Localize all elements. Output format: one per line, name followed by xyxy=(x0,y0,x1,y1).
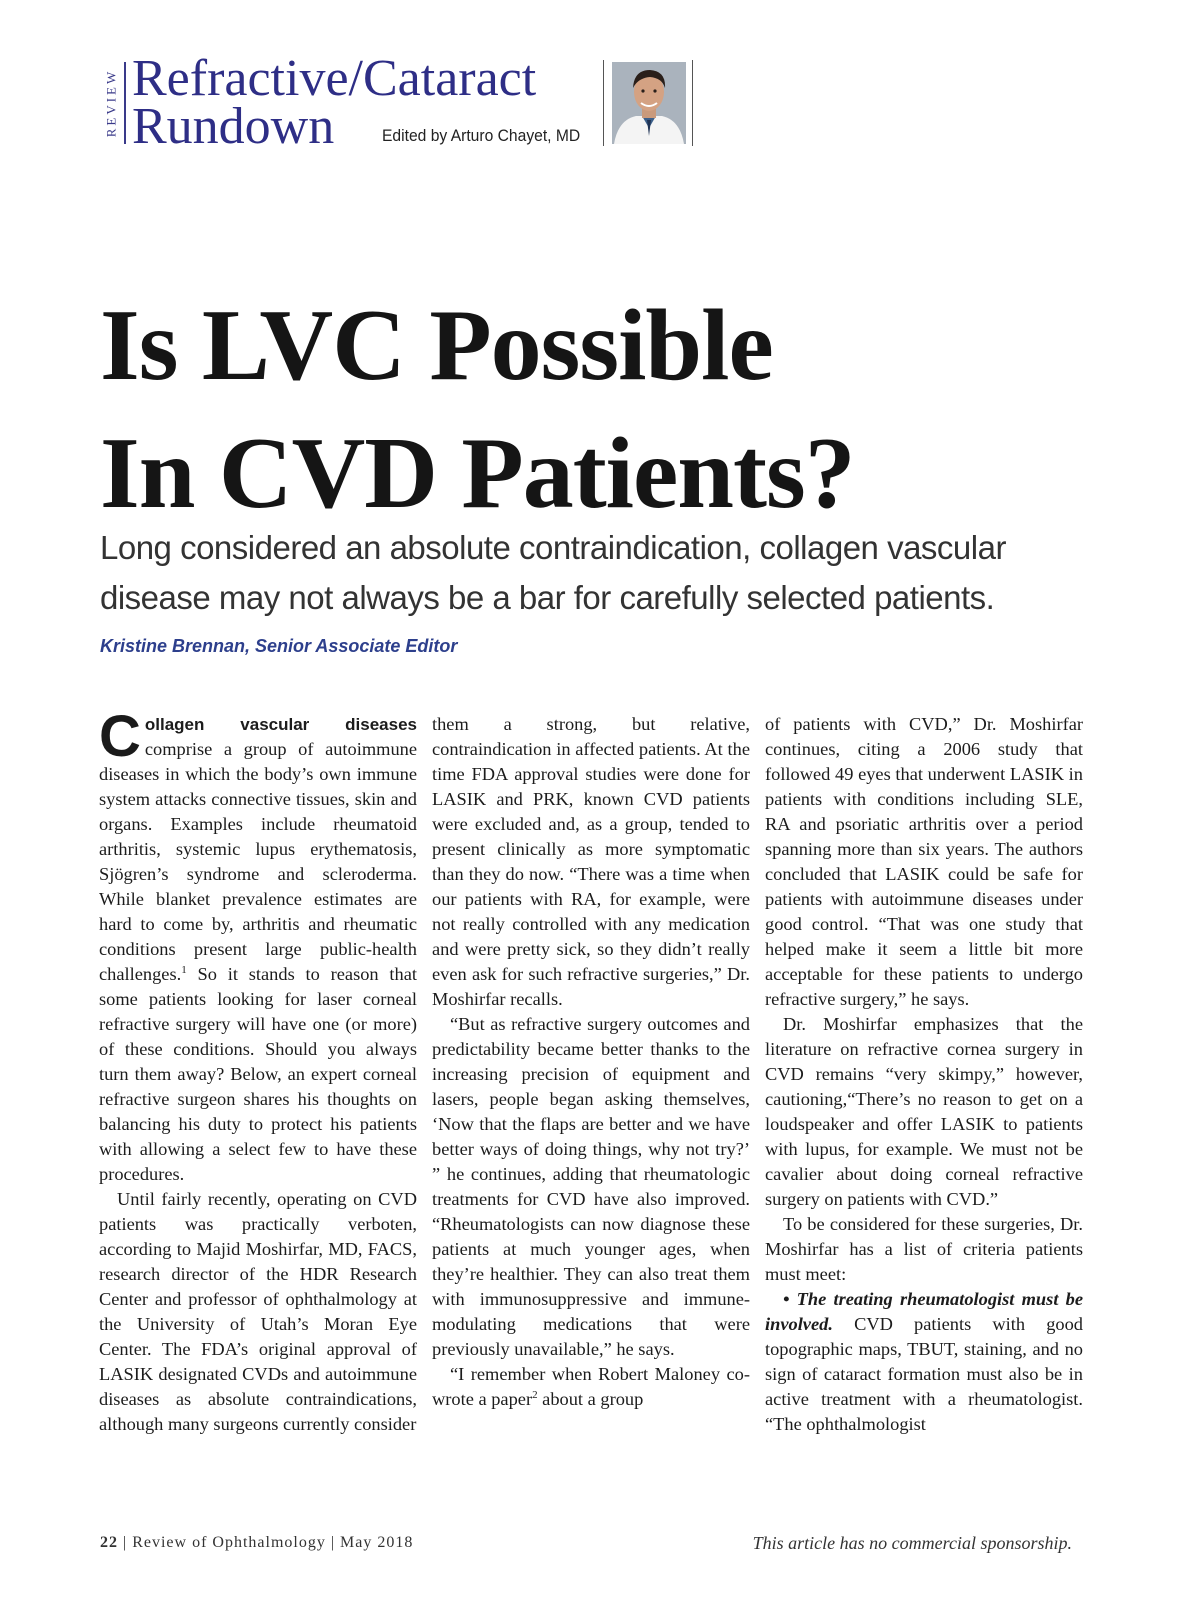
department-title-line2: Rundown xyxy=(132,98,335,155)
footer-separator: | xyxy=(123,1534,133,1551)
article-deck xyxy=(100,523,1140,623)
paragraph: To be considered for these surgeries, Dr. Moshirfar has a list of criteria patients must meet: xyxy=(765,1214,1083,1284)
bullet-item: • The treating rheumatologist must be involved. CVD patients with good topographic maps, TBUT, staining, and no sign of cataract formation must also be in active treatment with a rheumatologist. “The ophthalmologist xyxy=(765,1289,1083,1434)
department-title-line1: Refractive/Cataract xyxy=(132,50,537,107)
issue-date: May 2018 xyxy=(340,1534,414,1551)
article-headline xyxy=(100,282,1120,538)
paragraph: “I remember when Robert Maloney co-wrote a paper$^2$ about a group xyxy=(432,1364,750,1409)
body-column-2 xyxy=(432,712,750,1412)
editor-credit: Edited by Arturo Chayet, MD xyxy=(382,126,581,145)
portrait-frame-left xyxy=(603,60,604,146)
paragraph: of patients with CVD,” Dr. Moshirfar continues, citing a 2006 study that followed 49 eyes that underwent LASIK in patients with conditions including SLE, RA and psoriatic arthritis over a period spanning more than six years. The authors concluded that LASIK could be safe for patients with autoimmune diseases under good control. “That was one study that helped make it seem a little bit more acceptable for these patients to undergo refractive surgery,” he says. xyxy=(765,714,1083,1009)
headline-line1: Is LVC Possible xyxy=(100,289,773,402)
publication-name: Review of Ophthalmology xyxy=(132,1534,326,1551)
sponsorship-note: This article has no commercial sponsorship. xyxy=(752,1533,1072,1553)
drop-cap: C xyxy=(99,704,141,769)
headline-line2: In CVD Patients? xyxy=(100,417,855,530)
review-vertical-label: REVIEW xyxy=(103,68,119,138)
page-footer xyxy=(100,1534,413,1552)
editor-portrait xyxy=(612,62,686,144)
footnote-ref-1: 1 xyxy=(181,963,187,976)
portrait-frame-right xyxy=(692,60,693,146)
masthead-divider xyxy=(124,62,126,144)
page-number: 22 xyxy=(100,1534,118,1551)
deck-line2: disease may not always be a bar for carefully selected patients. xyxy=(100,579,995,616)
editor-portrait-image xyxy=(612,62,686,144)
footnote-ref-2: 2 xyxy=(532,1388,538,1401)
body-column-1 xyxy=(99,704,417,1437)
paragraph: Collagen vascular diseases comprise a group of autoimmune diseases in which the body’s own immune system attacks connective tissues, skin and organs. Examples include rheumatoid arthritis, systemic lupus erythematosis, Sjögren’s syndrome and scleroderma. While blanket prevalence estimates are hard to come by, arthritis and rheumatic conditions present large public-health challenges.$^1$ So it stands to reason that some patients looking for laser corneal refractive surgery will have one (or more) of these conditions. Should you always turn them away? Below, an expert corneal refractive surgeon shares his thoughts on balancing his duty to protect his patients with allowing a select few to have these procedures. xyxy=(99,704,417,1184)
footer-separator: | xyxy=(330,1534,341,1551)
deck-line1: Long considered an absolute contraindication, collagen vascular xyxy=(100,529,1006,566)
bullet-heading: • The treating rheumatologist must be involved. xyxy=(765,1289,1083,1334)
article-byline: Kristine Brennan, Senior Associate Editor xyxy=(100,636,458,656)
paragraph: “But as refractive surgery outcomes and predictability became better thanks to the increasing precision of equipment and lasers, people began asking themselves, ‘Now that the flaps are better and we have better ways of doing things, why not try?’ ” he continues, adding that rheumatologic treatments for CVD have also improved. “Rheumatologists can now diagnose these patients at much younger ages, when they’re healthier. They can also treat them with immunosuppressive and immune-modulating medications that were previously unavailable,” he says. xyxy=(432,1014,750,1359)
lead-in: ollagen vascular diseases xyxy=(144,715,417,734)
paragraph: Dr. Moshirfar emphasizes that the literature on refractive cornea surgery in CVD remains “very skimpy,” however, cautioning,“There’s no reason to get on a loudspeaker and offer LASIK to patients with lupus, for example. We must not be cavalier about doing corneal refractive surgery on patients with CVD.” xyxy=(765,1014,1083,1209)
paragraph: them a strong, but relative, contraindication in affected patients. At the time FDA approval studies were done for LASIK and PRK, known CVD patients were excluded and, as a group, tended to present clinically as more symptomatic than they do now. “There was a time when our patients with RA, for example, were not really controlled with any medication and were pretty sick, so they didn’t really even ask for such refractive surgeries,” Dr. Moshirfar recalls. xyxy=(432,714,750,1009)
body-column-3 xyxy=(765,712,1083,1437)
paragraph: Until fairly recently, operating on CVD patients was practically verboten, according to Majid Moshirfar, MD, FACS, research director of the HDR Research Center and professor of ophthalmology at the University of Utah’s Moran Eye Center. The FDA’s original approval of LASIK designated CVDs and autoimmune diseases as absolute contraindications, although many surgeons currently consider xyxy=(99,1189,417,1434)
